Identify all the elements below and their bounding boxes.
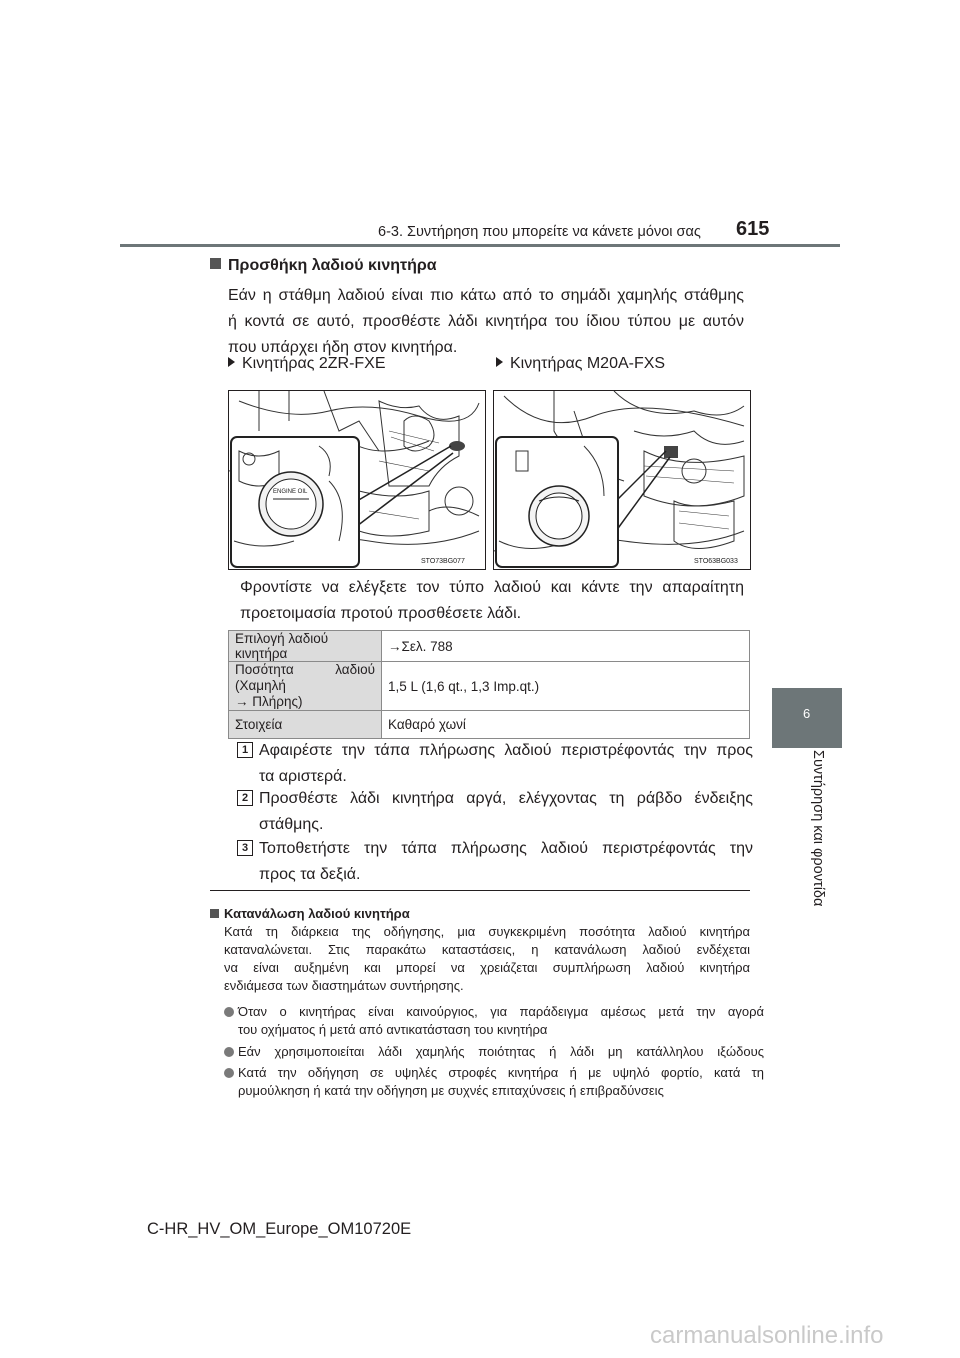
table-value: Καθαρό χωνί xyxy=(382,711,750,739)
bullet-dot-icon xyxy=(224,1007,234,1017)
note-line: καταναλώνεται. Στις παρακάτω καταστάσεις, η κατανάλωση λαδιού ενδέχεται xyxy=(224,942,750,957)
note-line: ενδιάμεσα των διαστημάτων συντήρησης. xyxy=(224,978,464,993)
engine-photo-2zr xyxy=(228,390,486,570)
header-rule xyxy=(120,244,840,247)
note-line: να είναι αυξημένη και μπορεί να χρειάζεται συμπλήρωση λαδιού κινητήρα xyxy=(224,960,750,975)
chapter-title: Συντήρηση και φροντίδα xyxy=(810,750,826,907)
table-row xyxy=(229,631,750,662)
note-bullet: Κατά την οδήγηση σε υψηλές στροφές κινητήρα ή με υψηλό φορτίο, κατά τη ρυμούλκηση ή κατά την οδήγηση με συχνές επιταχύνσεις ή επιβραδύνσεις xyxy=(224,1064,750,1100)
note-line: Κατά τη διάρκεια της οδήγησης, μια συγκεκριμένη ποσότητα λαδιού κινητήρα xyxy=(224,924,750,939)
note-heading: Κατανάλωση λαδιού κινητήρα xyxy=(210,906,410,921)
note-paragraph xyxy=(224,923,750,995)
intro-line: ή κοντά σε αυτό, προσθέστε λάδι κινητήρα του ίδιου τύπου με αυτόν xyxy=(228,313,744,330)
intro-line: που υπάρχει ήδη στον κινητήρα. xyxy=(228,339,458,356)
square-bullet-icon xyxy=(210,909,219,918)
step-2 xyxy=(237,786,753,838)
intro-line: Εάν η στάθμη λαδιού είναι πιο κάτω από το σημάδι χαμηλής στάθμης xyxy=(228,287,744,304)
page-number: 615 xyxy=(736,218,770,240)
intro-paragraph xyxy=(228,283,744,361)
engine-label-2zr: Κινητήρας 2ZR-FXE xyxy=(228,355,386,373)
step-line: Αφαιρέστε την τάπα πλήρωσης λαδιού περιστρέφοντάς την προς xyxy=(259,742,753,759)
image-code: STO73BG077 xyxy=(421,558,465,565)
engine-photo-m20a xyxy=(493,390,751,570)
table-row xyxy=(229,662,750,711)
table-key: Στοιχεία xyxy=(229,711,382,739)
note-bullet: Εάν χρησιμοποιείται λάδι χαμηλής ποιότητας ή λάδι μη κατάλληλου ιξώδους xyxy=(224,1043,750,1061)
triangle-bullet-icon xyxy=(228,357,235,367)
section-heading-text: Προσθήκη λαδιού κινητήρα xyxy=(228,257,437,274)
chapter-title-vertical xyxy=(808,750,828,1010)
square-bullet-icon xyxy=(210,258,221,269)
table-key: Ποσότητα λαδιού (Χαμηλή → Πλήρης) xyxy=(229,662,382,711)
image-code: STO63BG033 xyxy=(694,558,738,565)
check-line: Φροντίστε να ελέγξετε τον τύπο λαδιού και κάντε την απαραίτητη xyxy=(240,579,744,596)
step-line: Προσθέστε λάδι κινητήρα αργά, ελέγχοντας τη ράβδο ένδειξης xyxy=(259,790,753,807)
step-line: στάθμης. xyxy=(259,816,324,833)
header-section-title: 6-3. Συντήρηση που μπορείτε να κάνετε μόνοι σας xyxy=(378,224,701,240)
step-number: 2 xyxy=(237,790,253,806)
step-line: τα αριστερά. xyxy=(259,768,347,785)
engine-bay-illustration xyxy=(229,391,485,569)
bullet-dot-icon xyxy=(224,1068,234,1078)
check-line: προετοιμασία προτού προσθέσετε λάδι. xyxy=(240,605,522,622)
table-value: 1,5 L (1,6 qt., 1,3 Imp.qt.) xyxy=(382,662,750,711)
step-number: 1 xyxy=(237,742,253,758)
table-value: →Σελ. 788 xyxy=(382,631,750,662)
engine-label-m20a: Κινητήρας M20A-FXS xyxy=(496,355,665,373)
check-paragraph xyxy=(240,575,744,627)
triangle-bullet-icon xyxy=(496,357,503,367)
step-line: προς τα δεξιά. xyxy=(259,866,361,883)
step-1 xyxy=(237,738,753,790)
spec-table xyxy=(228,630,750,739)
bullet-dot-icon xyxy=(224,1047,234,1057)
step-3 xyxy=(237,836,753,888)
chapter-number: 6 xyxy=(803,706,811,721)
section-heading xyxy=(210,257,437,275)
section-divider xyxy=(210,890,750,891)
step-number: 3 xyxy=(237,840,253,856)
watermark: carmanualsonline.info xyxy=(650,1322,884,1349)
engine-bay-illustration xyxy=(494,391,750,569)
note-bullet: Όταν ο κινητήρας είναι καινούργιος, για παράδειγμα αμέσως μετά την αγορά του οχήματος ή μετά από αντικατάσταση του κινητήρα xyxy=(224,1003,750,1039)
cap-label: ENGINE OIL xyxy=(273,489,308,495)
table-row xyxy=(229,711,750,739)
document-code: C-HR_HV_OM_Europe_OM10720E xyxy=(147,1220,412,1238)
table-key: Επιλογή λαδιού κινητήρα xyxy=(229,631,382,662)
step-line: Τοποθετήστε την τάπα πλήρωσης λαδιού περιστρέφοντάς την xyxy=(259,840,753,857)
